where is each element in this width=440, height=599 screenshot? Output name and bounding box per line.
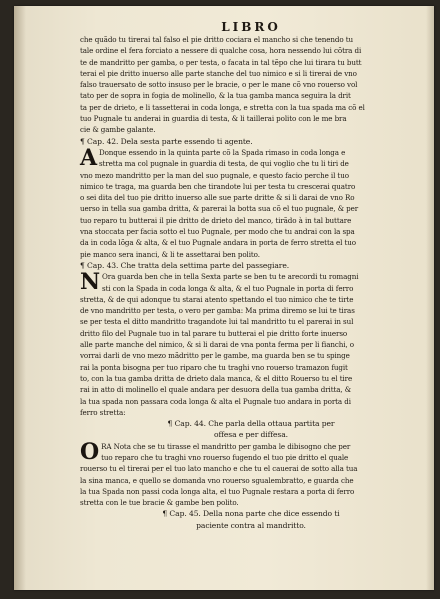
- text-line: stretta con le tue bracie & gambe ben polito.: [80, 498, 239, 508]
- text-line: to, con la tua gamba dritta de drieto dala manca, & el ditto Rouerso tu el tire: [80, 373, 353, 383]
- text-line: uerso in tella sua gamba dritta, & parerai la botta sua cõ el tuo pugnale, & per: [80, 204, 359, 214]
- text-line: che quãdo tu tirerai tal falso el pie dritto cociara el mancho si che tenendo tu: [80, 35, 354, 44]
- page-edge-shadow: [426, 6, 434, 590]
- text-line: se per testa el ditto mandritto tragandote lui tal mandritto tu el parerai in sul: [80, 317, 354, 327]
- text-line: la sina manca, e quello se domanda vno rouerso sgualembratto, e guarda che: [80, 475, 354, 485]
- text-line: rai in atto di molinello el quale andara per desuora della tua gamba dritta, &: [80, 385, 351, 395]
- chapter-heading: [80, 136, 422, 147]
- chapter-heading: [80, 418, 422, 441]
- text-line: vno mezo mandritto per la man del suo pugnale, e questo facio perche il tuo: [80, 170, 349, 180]
- text-line: ta per de drieto, e li tassetterai in coda longa, e stretta con la tua spada ma cõ el: [80, 102, 365, 112]
- chapter-heading: [80, 260, 422, 271]
- chapter-heading: [80, 508, 422, 531]
- text-line: o sei dita del tuo pie dritto inuerso alle sue parte dritte & si li darai de vno Ro: [80, 193, 355, 203]
- decorated-initial: O: [80, 438, 100, 465]
- text-sections: [80, 34, 422, 531]
- text-line: pie manco sera inanci, & li te assettarai ben polito.: [80, 249, 260, 259]
- text-line: tato per de sopra in fogia de molinello, & la tua gamba manca seguira la drit: [80, 91, 351, 101]
- text-line: vna stoccata per facia sotto el tuo Pugnale, per modo che tu andrai con la spa: [80, 227, 355, 237]
- heading-line: ¶ Cap. 44. Che parla della ottaua partita per: [167, 419, 335, 429]
- text-line: dritto filo del Pugnale tuo in tal parare tu butterai el pie dritto forte inuerso: [80, 328, 348, 338]
- text-line: cie & gambe galante.: [80, 125, 156, 135]
- text-line: sti con la Spada in coda longa & alta, & el tuo Pugnale in porta di ferro: [102, 283, 354, 293]
- text-line: da in coda lõga & alta, & el tuo Pugnale andara in porta de ferro stretta el tuo: [80, 238, 356, 248]
- text-line: RA Nota che se tu tirasse el mandritto per gamba le dibisogno che per: [101, 441, 351, 451]
- text-line: falso trauersato de sotto insuso per le bracie, o per le mane cõ vno rouerso vol: [80, 80, 358, 90]
- text-line: la tua spada non passara coda longa & alta el Pugnale tuo andara in porta di: [80, 396, 351, 406]
- paragraph: [80, 144, 422, 260]
- page-text-block: [80, 20, 422, 531]
- heading-line: offesa e per diffesa.: [214, 430, 288, 440]
- text-line: stretta ma col pugnale in guardia di testa, de qui voglio che tu li tiri de: [98, 159, 349, 169]
- text-line: ferro stretta:: [80, 407, 126, 417]
- paragraph: [80, 438, 422, 509]
- heading-line: paciente contra al mandritto.: [196, 520, 306, 530]
- text-line: Ora guarda ben che in tella Sexta parte se ben tu te arecordi tu romagni: [102, 272, 359, 282]
- text-line: nimico te traga, ma guarda ben che tirandote lui per testa tu crescerai quatro: [80, 181, 356, 191]
- text-line: tuo reparo che tu traghi vno rouerso fugendo el tuo pie dritto el quale: [101, 452, 349, 462]
- page-gutter-shadow: [14, 6, 26, 590]
- text-line: tuo reparo tu butterai il pie dritto de drieto del manco, tirãdo à in tal buttare: [80, 215, 352, 225]
- text-line: Donque essendo in la quinta parte cõ la Spada rimaso in coda longa e: [98, 147, 346, 157]
- book-page: [14, 6, 434, 590]
- heading-line: ¶ Cap. 45. Della nona parte che dice essendo ti: [162, 509, 340, 519]
- paragraph: [80, 34, 422, 136]
- text-line: rouerso tu el tirerai per el tuo lato mancho e che tu el cauerai de sotto alla tua: [80, 464, 358, 474]
- text-line: rai la ponta bisogna per tuo riparo che tu traghi vno rouerso tramazon fugit: [80, 362, 348, 372]
- text-line: stretta, & de qui adonque tu starai atento spettando el tuo nimico che te tirte: [80, 294, 354, 304]
- paragraph: [80, 271, 422, 418]
- heading-line: ¶ Cap. 42. Dela sesta parte essendo ti agente.: [80, 136, 253, 146]
- heading-line: ¶ Cap. 43. Che tratta dela settima parte del passegiare.: [80, 260, 290, 270]
- decorated-initial: A: [80, 144, 97, 171]
- text-line: de vno mandritto per testa, o vero per gamba: Ma prima diremo se lui te tiras: [80, 306, 355, 316]
- running-header: LIBRO: [221, 20, 281, 34]
- text-line: vorrai darli de vno mezo mãdritto per le gambe, ma guarda ben se tu spinge: [80, 351, 350, 361]
- decorated-initial: N: [80, 269, 101, 296]
- text-line: terai el pie dritto inuerso alle parte stanche del tuo nimico e si li tirerai de vno: [80, 68, 357, 78]
- text-line: tale ordine el fera forciato a nessere di qualche cosa, hora nessendo lui cõtra di: [80, 46, 362, 56]
- text-line: alle parte manche del nimico, & si li darai de vna ponta ferma per li fianchi, o: [80, 340, 355, 350]
- text-line: la tua Spada non passi coda longa alta, el tuo Pugnale restara a porta di ferro: [80, 486, 355, 496]
- text-line: te de mandritto per gamba, o per testa, o facata in tal tẽpo che lui tirara tu butt: [80, 57, 362, 67]
- text-line: tuo Pugnale tu anderai in guardia di testa, & li taillerai polito con le me bra: [80, 114, 347, 124]
